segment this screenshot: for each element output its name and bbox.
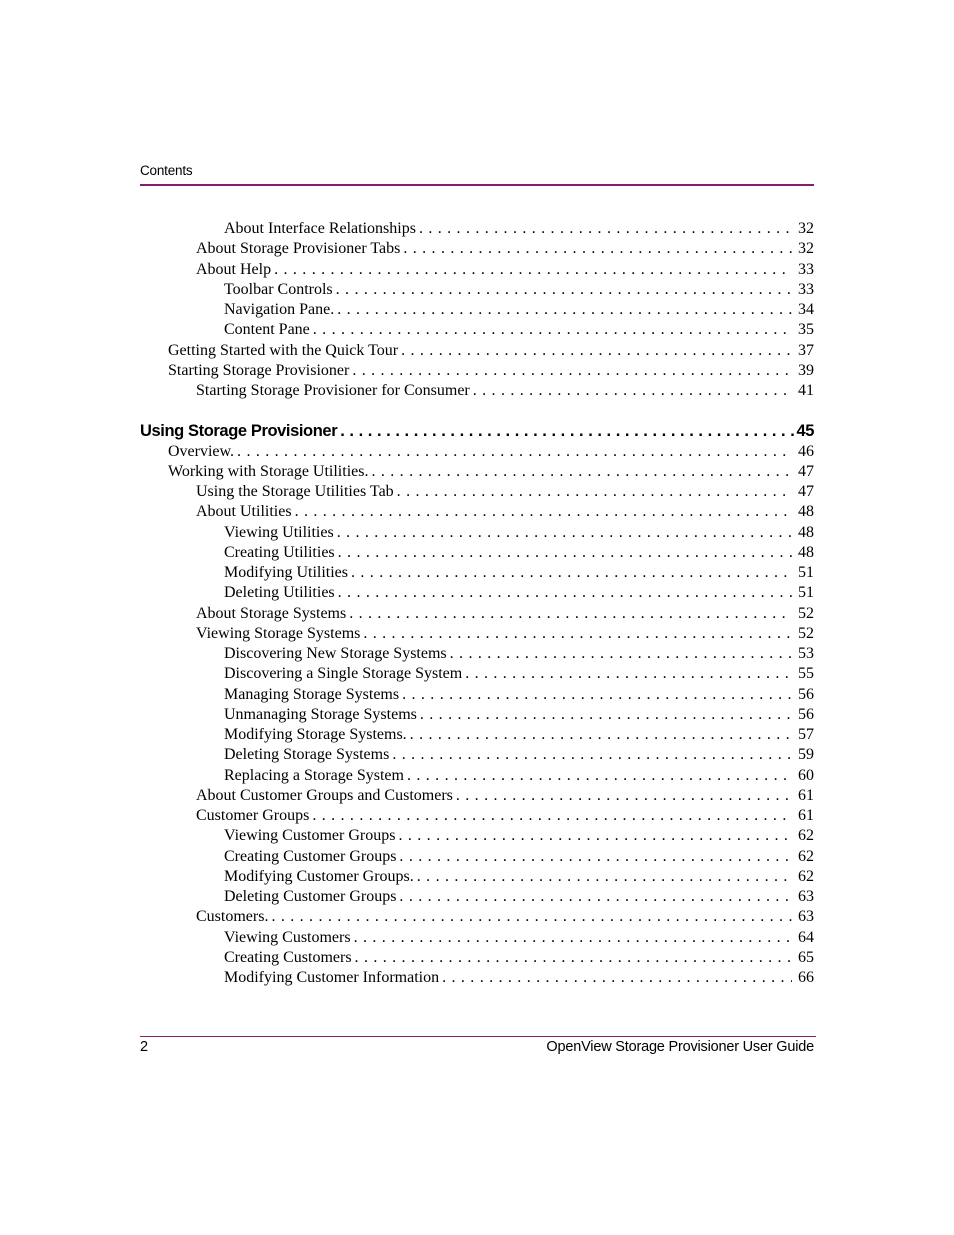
toc-entry[interactable] — [140, 664, 814, 684]
toc-dot-leader — [336, 280, 792, 300]
toc-entry-page: 33 — [792, 260, 814, 280]
toc-dot-leader — [237, 442, 792, 462]
toc-entry-label: About Interface Relationships — [224, 219, 419, 239]
header-rule — [140, 184, 814, 186]
toc-dot-leader — [392, 745, 792, 765]
toc-entry-page: 47 — [792, 482, 814, 502]
toc-dot-leader — [337, 300, 792, 320]
toc-entry-label: Using Storage Provisioner — [140, 421, 340, 441]
toc-entry-page: 48 — [792, 523, 814, 543]
toc-entry-label: Starting Storage Provisioner — [168, 361, 352, 381]
toc-entry-label: About Storage Provisioner Tabs — [196, 239, 403, 259]
toc-entry-page: 35 — [792, 320, 814, 340]
toc-entry-page: 51 — [792, 583, 814, 603]
toc-entry-page: 62 — [792, 867, 814, 887]
toc-entry[interactable] — [140, 786, 814, 806]
toc-dot-leader — [419, 219, 792, 239]
toc-entry[interactable] — [140, 766, 814, 786]
toc-entry-label: Using the Storage Utilities Tab — [196, 482, 397, 502]
toc-dot-leader — [271, 907, 792, 927]
toc-entry[interactable] — [140, 948, 814, 968]
toc-entry[interactable] — [140, 280, 814, 300]
footer-page-number: 2 — [140, 1039, 149, 1055]
toc-entry[interactable] — [140, 482, 814, 502]
toc-entry-page: 51 — [792, 563, 814, 583]
toc-dot-leader — [274, 260, 792, 280]
toc-entry-label: Navigation Pane. — [224, 300, 337, 320]
toc-entry[interactable] — [140, 502, 814, 522]
toc-entry-page: 56 — [792, 705, 814, 725]
toc-dot-leader — [313, 320, 792, 340]
toc-dot-leader — [352, 361, 792, 381]
toc-dot-leader — [371, 462, 792, 482]
toc-entry-page: 60 — [792, 766, 814, 786]
toc-dot-leader — [403, 239, 792, 259]
toc-entry[interactable] — [140, 928, 814, 948]
toc-entry-label: Creating Customers — [224, 948, 355, 968]
toc-dot-leader — [349, 604, 792, 624]
toc-entry-page: 61 — [792, 806, 814, 826]
toc-dot-leader — [363, 624, 792, 644]
toc-dot-leader — [410, 725, 792, 745]
toc-dot-leader — [354, 928, 792, 948]
toc-entry[interactable] — [140, 260, 814, 280]
toc-entry-label: Getting Started with the Quick Tour — [168, 341, 401, 361]
toc-entry-label: Modifying Storage Systems. — [224, 725, 410, 745]
toc-entry[interactable] — [140, 847, 814, 867]
toc-entry[interactable] — [140, 543, 814, 563]
toc-entry-page: 55 — [792, 664, 814, 684]
toc-entry[interactable] — [140, 826, 814, 846]
toc-entry[interactable] — [140, 219, 814, 239]
toc-entry-page: 63 — [792, 907, 814, 927]
toc-entry-page: 57 — [792, 725, 814, 745]
toc-entry-label: Viewing Customers — [224, 928, 354, 948]
toc-entry-page: 66 — [792, 968, 814, 988]
footer-rule — [140, 1036, 816, 1037]
toc-entry[interactable] — [140, 381, 814, 401]
toc-entry-label: Creating Customer Groups — [224, 847, 399, 867]
toc-entry[interactable] — [140, 442, 814, 462]
toc-entry-label: Deleting Storage Systems — [224, 745, 392, 765]
toc-entry-label: Unmanaging Storage Systems — [224, 705, 420, 725]
toc-entry[interactable] — [140, 523, 814, 543]
toc-dot-leader — [355, 948, 792, 968]
toc-dot-leader — [450, 644, 792, 664]
toc-entry[interactable] — [140, 341, 814, 361]
toc-entry-page: 53 — [792, 644, 814, 664]
toc-entry-label: Starting Storage Provisioner for Consumer — [196, 381, 473, 401]
toc-entry-label: Overview. — [168, 442, 237, 462]
toc-dot-leader — [402, 685, 792, 705]
toc-entry-page: 41 — [792, 381, 814, 401]
toc-entry[interactable] — [140, 867, 814, 887]
toc-entry[interactable] — [140, 239, 814, 259]
toc-dot-leader — [465, 664, 792, 684]
toc-entry-label: Working with Storage Utilities. — [168, 462, 371, 482]
toc-entry[interactable] — [140, 887, 814, 907]
toc-entry-label: Viewing Storage Systems — [196, 624, 363, 644]
toc-entry-label: Discovering a Single Storage System — [224, 664, 465, 684]
toc-entry[interactable] — [140, 806, 814, 826]
toc-entry-label: About Help — [196, 260, 274, 280]
toc-entry-page: 65 — [792, 948, 814, 968]
toc-dot-leader — [398, 826, 792, 846]
toc-entry-label: Discovering New Storage Systems — [224, 644, 450, 664]
toc-entry[interactable] — [140, 705, 814, 725]
toc-dot-leader — [351, 563, 792, 583]
toc-entry-label: Modifying Utilities — [224, 563, 351, 583]
toc-dot-leader — [295, 502, 792, 522]
toc-dot-leader — [401, 341, 792, 361]
toc-entry-page: 56 — [792, 685, 814, 705]
toc-entry-label: Customers. — [196, 907, 271, 927]
toc-entry[interactable] — [140, 685, 814, 705]
toc-entry-page: 52 — [792, 604, 814, 624]
toc-dot-leader — [312, 806, 792, 826]
toc-entry-page: 47 — [792, 462, 814, 482]
toc-entry-label: Deleting Utilities — [224, 583, 338, 603]
toc-dot-leader — [417, 867, 792, 887]
toc-entry[interactable] — [140, 300, 814, 320]
toc-entry-label: Viewing Customer Groups — [224, 826, 398, 846]
toc-dot-leader — [338, 543, 792, 563]
toc-entry-page: 48 — [792, 502, 814, 522]
toc-entry-page: 63 — [792, 887, 814, 907]
toc-entry-page: 34 — [792, 300, 814, 320]
toc-entry-page: 59 — [792, 745, 814, 765]
footer-book-title: OpenView Storage Provisioner User Guide — [546, 1039, 814, 1055]
toc-entry-label: Viewing Utilities — [224, 523, 337, 543]
toc-entry-page: 62 — [792, 847, 814, 867]
toc-entry-page: 32 — [792, 219, 814, 239]
toc-entry[interactable] — [140, 968, 814, 988]
toc-entry[interactable] — [140, 604, 814, 624]
toc-dot-leader — [442, 968, 792, 988]
toc-entry-page: 39 — [792, 361, 814, 381]
toc-dot-leader — [337, 523, 792, 543]
toc-entry-label: Content Pane — [224, 320, 313, 340]
toc-entry-page: 33 — [792, 280, 814, 300]
toc-entry-label: Deleting Customer Groups — [224, 887, 399, 907]
toc-entry-label: Replacing a Storage System — [224, 766, 407, 786]
toc-entry-page: 61 — [792, 786, 814, 806]
toc-entry-label: Customer Groups — [196, 806, 312, 826]
toc-dot-leader — [473, 381, 792, 401]
toc-dot-leader — [338, 583, 792, 603]
toc-entry[interactable] — [140, 583, 814, 603]
toc-entry[interactable] — [140, 624, 814, 644]
toc-entry-page: 64 — [792, 928, 814, 948]
toc-dot-leader — [420, 705, 792, 725]
toc-dot-leader — [456, 786, 792, 806]
toc-entry-label: About Storage Systems — [196, 604, 349, 624]
toc-entry-label: Creating Utilities — [224, 543, 338, 563]
toc-entry-label: Modifying Customer Information — [224, 968, 442, 988]
toc-entry-page: 62 — [792, 826, 814, 846]
toc-entry-page: 46 — [792, 442, 814, 462]
toc-entry[interactable] — [140, 725, 814, 745]
table-of-contents — [140, 219, 814, 988]
toc-entry[interactable] — [140, 462, 814, 482]
toc-entry-page: 48 — [792, 543, 814, 563]
toc-entry-page: 52 — [792, 624, 814, 644]
toc-entry-label: Managing Storage Systems — [224, 685, 402, 705]
toc-entry[interactable] — [140, 361, 814, 381]
toc-entry[interactable] — [140, 320, 814, 340]
toc-dot-leader — [399, 847, 792, 867]
running-head: Contents — [140, 163, 193, 178]
toc-entry[interactable] — [140, 745, 814, 765]
toc-entry-label: Modifying Customer Groups. — [224, 867, 417, 887]
toc-entry[interactable] — [140, 907, 814, 927]
toc-entry[interactable] — [140, 563, 814, 583]
toc-dot-leader — [340, 421, 796, 441]
toc-chapter-entry[interactable] — [140, 421, 814, 441]
toc-entry-page: 37 — [792, 341, 814, 361]
toc-dot-leader — [397, 482, 792, 502]
toc-entry-page: 45 — [796, 422, 814, 441]
toc-entry-page: 32 — [792, 239, 814, 259]
toc-entry-label: Toolbar Controls — [224, 280, 336, 300]
toc-dot-leader — [407, 766, 792, 786]
toc-entry[interactable] — [140, 644, 814, 664]
toc-entry-label: About Utilities — [196, 502, 295, 522]
toc-dot-leader — [399, 887, 792, 907]
toc-entry-label: About Customer Groups and Customers — [196, 786, 456, 806]
